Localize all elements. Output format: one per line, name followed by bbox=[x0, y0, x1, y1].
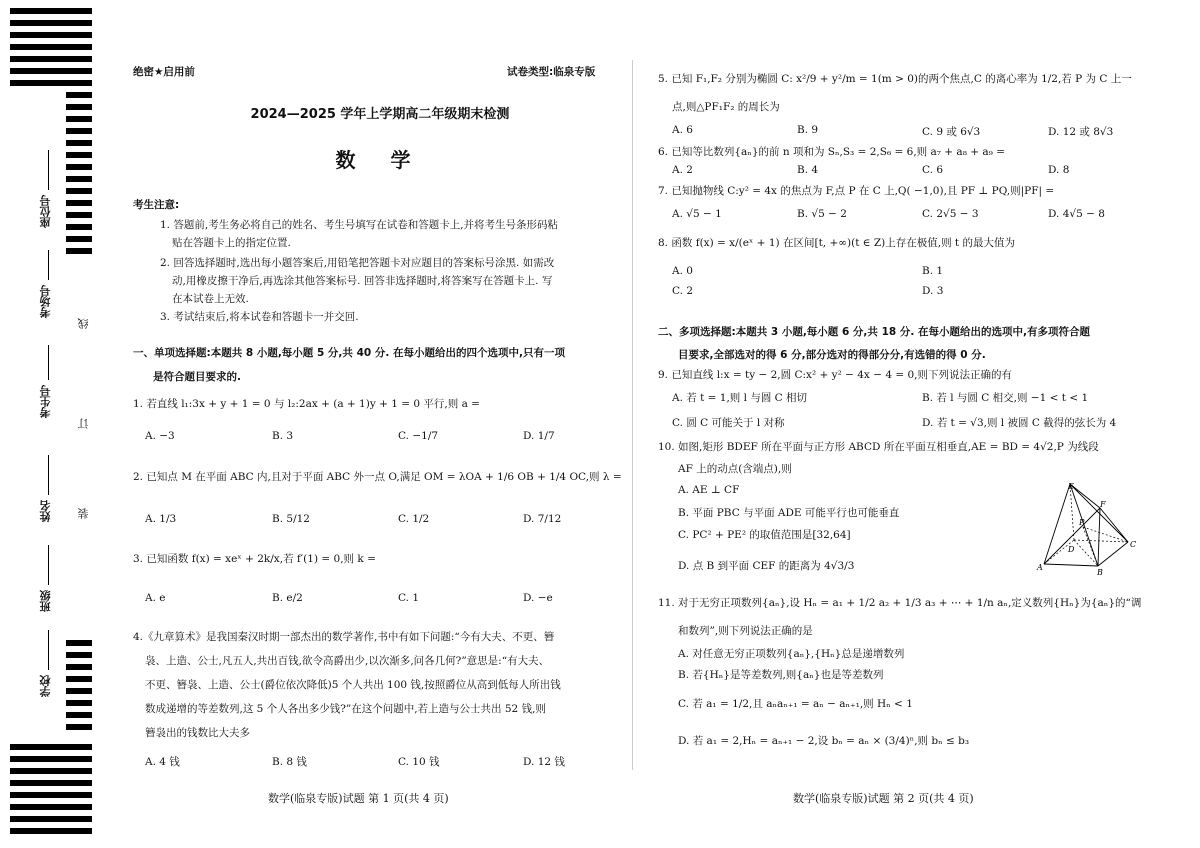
q7-option-a: A. √5 − 1 bbox=[672, 208, 722, 220]
seat-line bbox=[48, 150, 49, 190]
vertex-D: D bbox=[1068, 545, 1075, 554]
q3-option-d: D. −e bbox=[523, 592, 553, 604]
name-line bbox=[48, 455, 49, 495]
vertex-A: A bbox=[1037, 563, 1043, 572]
footer-page-2: 数学(临泉专版)试题 第 2 页(共 4 页) bbox=[793, 792, 974, 805]
name-label: 姓名 bbox=[39, 500, 52, 522]
q6-stem: 6. 已知等比数列{aₙ}的前 n 项和为 Sₙ,S₃ = 2,S₆ = 6,则 a₇ + a₈ + a₉ = bbox=[658, 146, 1005, 158]
q1-option-c: C. −1/7 bbox=[398, 430, 439, 442]
edge-FB bbox=[1098, 508, 1100, 566]
exam-no-label: 考生号 bbox=[39, 385, 52, 418]
q9-option-b: B. 若 l 与圆 C 相交,则 −1 < t < 1 bbox=[922, 392, 1089, 404]
q2-option-c: C. 1/2 bbox=[398, 513, 430, 525]
exam-title: 2024—2025 学年上学期高二年级期末检测 bbox=[250, 107, 510, 122]
q3-stem: 3. 已知函数 f(x) = xeˣ + 2k/x,若 f′(1) = 0,则 k = bbox=[133, 553, 376, 565]
footer-page-1: 数学(临泉专版)试题 第 1 页(共 4 页) bbox=[268, 792, 449, 805]
q2-option-a: A. 1/3 bbox=[145, 513, 177, 525]
q1-option-b: B. 3 bbox=[272, 430, 294, 442]
q11-option-d: D. 若 a₁ = 2,Hₙ = aₙ₊₁ − 2,设 bₙ = aₙ × (3/4)ⁿ,则 bₙ ≤ b₃ bbox=[678, 735, 970, 747]
q11-line-1: 11. 对于无穷正项数列{aₙ},设 Hₙ = a₁ + 1/2 a₂ + 1/3 a₃ + ⋯ + 1/n aₙ,定义数列{Hₙ}为{aₙ}的“调 bbox=[658, 597, 1142, 609]
secret-label: 绝密★启用前 bbox=[133, 66, 195, 78]
edge-DB bbox=[1074, 540, 1098, 566]
q6-option-b: B. 4 bbox=[797, 164, 819, 176]
notice-2: 2. 回答选择题时,选出每小题答案后,用铅笔把答题卡对应题目的答案标号涂黑. 如需改 bbox=[160, 257, 555, 269]
q1-stem: 1. 若直线 l₁:3x + y + 1 = 0 与 l₂:2ax + (a + 1)y + 1 = 0 平行,则 a = bbox=[133, 398, 480, 410]
edge-AB bbox=[1044, 564, 1098, 566]
notice-1: 1. 答题前,考生务必将自己的姓名、考生号填写在试卷和答题卡上,并将考生号条形码粘 bbox=[160, 219, 559, 231]
q9-stem: 9. 已知直线 l:x = ty − 2,圆 C:x² + y² − 4x − 4 = 0,则下列说法正确的有 bbox=[658, 369, 1013, 381]
q10-line-2: AF 上的动点(含端点),则 bbox=[678, 463, 792, 475]
q4-option-c: C. 10 钱 bbox=[398, 756, 440, 768]
q3-option-c: C. 1 bbox=[398, 592, 420, 604]
q5-option-b: B. 9 bbox=[797, 124, 819, 136]
vertex-C: C bbox=[1130, 540, 1137, 549]
q7-stem: 7. 已知抛物线 C:y² = 4x 的焦点为 F,点 P 在 C 上,Q( −1,0),且 PF ⊥ PQ,则|PF| = bbox=[658, 185, 1055, 197]
binding-mark-1: 线 bbox=[77, 318, 90, 329]
q2-stem: 2. 已知点 M 在平面 ABC 内,且对于平面 ABC 外一点 O,满足 OM = λOA + 1/6 OB + 1/4 OC,则 λ = bbox=[133, 471, 622, 483]
q9-option-d: D. 若 t = √3,则 l 被圆 C 截得的弦长为 4 bbox=[922, 417, 1117, 429]
q3-option-a: A. e bbox=[145, 592, 166, 604]
q10-option-b: B. 平面 PBC 与平面 ADE 可能平行也可能垂直 bbox=[678, 507, 900, 519]
q8-stem: 8. 函数 f(x) = x/(eˣ + 1) 在区间[t, +∞)(t ∈ Z)上存在极值,则 t 的最大值为 bbox=[658, 237, 1015, 249]
q5-option-d: D. 12 或 8√3 bbox=[1048, 126, 1114, 138]
exam-no-line bbox=[48, 345, 49, 380]
q8-option-b: B. 1 bbox=[922, 265, 944, 277]
school-label: 学校 bbox=[39, 675, 52, 697]
q4-option-d: D. 12 钱 bbox=[523, 756, 565, 768]
q7-option-d: D. 4√5 − 8 bbox=[1048, 208, 1105, 220]
edge-AE bbox=[1044, 484, 1070, 564]
class-label: 班级 bbox=[39, 590, 52, 612]
vertex-E: E bbox=[1068, 482, 1074, 491]
notice-3: 3. 考试结束后,将本试卷和答题卡一并交回. bbox=[160, 311, 359, 323]
q5-option-a: A. 6 bbox=[672, 124, 693, 136]
q8-option-d: D. 3 bbox=[922, 285, 944, 297]
paper-type: 试卷类型:临泉专版 bbox=[507, 66, 596, 78]
q3-option-b: B. e/2 bbox=[272, 592, 303, 604]
q10-option-c: C. PC² + PE² 的取值范围是[32,64] bbox=[678, 529, 851, 541]
q5-line-2: 点,则△PF₁F₂ 的周长为 bbox=[672, 101, 780, 113]
q2-option-d: D. 7/12 bbox=[523, 513, 562, 525]
q2-option-b: B. 5/12 bbox=[272, 513, 310, 525]
edge-BC bbox=[1098, 542, 1128, 566]
q11-line-2: 和数列”,则下列说法正确的是 bbox=[678, 625, 813, 637]
page-divider bbox=[632, 60, 633, 770]
q6-option-c: C. 6 bbox=[922, 164, 944, 176]
q4-line-4: 数成递增的等差数列,这 5 个人各出多少钱?”在这个问题中,若上造与公士共出 52 钱,则 bbox=[145, 703, 546, 715]
q10-line-1: 10. 如图,矩形 BDEF 所在平面与正方形 ABCD 所在平面互相垂直,AE = BD = 4√2,P 为线段 bbox=[658, 441, 1099, 453]
vertex-P: P bbox=[1079, 518, 1085, 527]
section-2-heading: 二、多项选择题:本题共 3 小题,每小题 6 分,共 18 分. 在每小题给出的选项中,有多项符合题 bbox=[658, 326, 1090, 338]
edge-AF bbox=[1044, 508, 1100, 564]
q8-option-a: A. 0 bbox=[672, 265, 693, 277]
q6-option-a: A. 2 bbox=[672, 164, 693, 176]
q8-option-c: C. 2 bbox=[672, 285, 694, 297]
q4-line-3: 不更、簪袅、上造、公士(爵位依次降低)5 个人共出 100 钱,按照爵位从高到低每人所出钱 bbox=[145, 679, 561, 691]
binding-mark-3: 装 bbox=[77, 508, 90, 519]
vertex-F: F bbox=[1100, 500, 1106, 509]
q4-line-5: 簪袅出的钱数比大夫多 bbox=[145, 727, 250, 739]
q11-option-c: C. 若 a₁ = 1/2,且 aₙaₙ₊₁ = aₙ − aₙ₊₁,则 Hₙ < 1 bbox=[678, 698, 913, 710]
geometry-figure bbox=[1036, 480, 1142, 580]
q5-line-1: 5. 已知 F₁,F₂ 分别为椭圆 C: x²/9 + y²/m = 1(m > 0)的两个焦点,C 的离心率为 1/2,若 P 为 C 上一 bbox=[658, 73, 1132, 85]
section-2-heading-2: 目要求,全部选对的得 6 分,部分选对的得部分分,有选错的得 0 分. bbox=[678, 349, 986, 361]
edge-DE bbox=[1070, 484, 1074, 540]
seat-label: 座位号 bbox=[39, 195, 52, 228]
q1-option-d: D. 1/7 bbox=[523, 430, 555, 442]
q7-option-b: B. √5 − 2 bbox=[797, 208, 847, 220]
q9-option-c: C. 圆 C 可能关于 l 对称 bbox=[672, 417, 785, 429]
q9-option-a: A. 若 t = 1,则 l 与圆 C 相切 bbox=[672, 392, 808, 404]
notice-1b: 贴在答题卡上的指定位置. bbox=[172, 237, 291, 249]
q4-option-b: B. 8 钱 bbox=[272, 756, 307, 768]
section-1-heading-2: 是符合题目要求的. bbox=[153, 371, 241, 383]
q4-line-2: 袅、上造、公士,凡五人,共出百钱,欲令高爵出少,以次渐多,问各几何?”意思是:“有大夫、 bbox=[145, 655, 550, 667]
notice-title: 考生注意: bbox=[133, 199, 180, 211]
school-line bbox=[48, 630, 49, 670]
subject-title: 数 学 bbox=[335, 148, 425, 172]
q4-option-a: A. 4 钱 bbox=[145, 756, 180, 768]
q6-option-d: D. 8 bbox=[1048, 164, 1070, 176]
q10-option-d: D. 点 B 到平面 CEF 的距离为 4√3/3 bbox=[678, 560, 855, 572]
edge-FC bbox=[1100, 508, 1128, 542]
class-line bbox=[48, 545, 49, 585]
section-1-heading: 一、单项选择题:本题共 8 小题,每小题 5 分,共 40 分. 在每小题给出的四个选项中,只有一项 bbox=[133, 347, 565, 359]
q11-option-b: B. 若{Hₙ}是等差数列,则{aₙ}也是等差数列 bbox=[678, 669, 884, 681]
q4-line-1: 4.《九章算术》是我国秦汉时期一部杰出的数学著作,书中有如下问题:“今有大夫、不更、簪 bbox=[133, 631, 555, 643]
notice-2c: 在本试卷上无效. bbox=[172, 293, 249, 305]
q10-option-a: A. AE ⊥ CF bbox=[678, 484, 740, 496]
room-line bbox=[48, 250, 49, 280]
q11-option-a: A. 对任意无穷正项数列{aₙ},{Hₙ}总是递增数列 bbox=[678, 648, 905, 660]
room-label: 考场号 bbox=[39, 285, 52, 318]
q1-option-a: A. −3 bbox=[145, 430, 175, 442]
edge-DC bbox=[1074, 540, 1128, 542]
q7-option-c: C. 2√5 − 3 bbox=[922, 208, 979, 220]
binding-mark-2: 订 bbox=[77, 418, 90, 429]
notice-2b: 动,用橡皮擦干净后,再选涂其他答案标号. 回答非选择题时,将答案写在答题卡上. 写 bbox=[172, 275, 553, 287]
q5-option-c: C. 9 或 6√3 bbox=[922, 126, 981, 138]
vertex-B: B bbox=[1097, 568, 1103, 577]
